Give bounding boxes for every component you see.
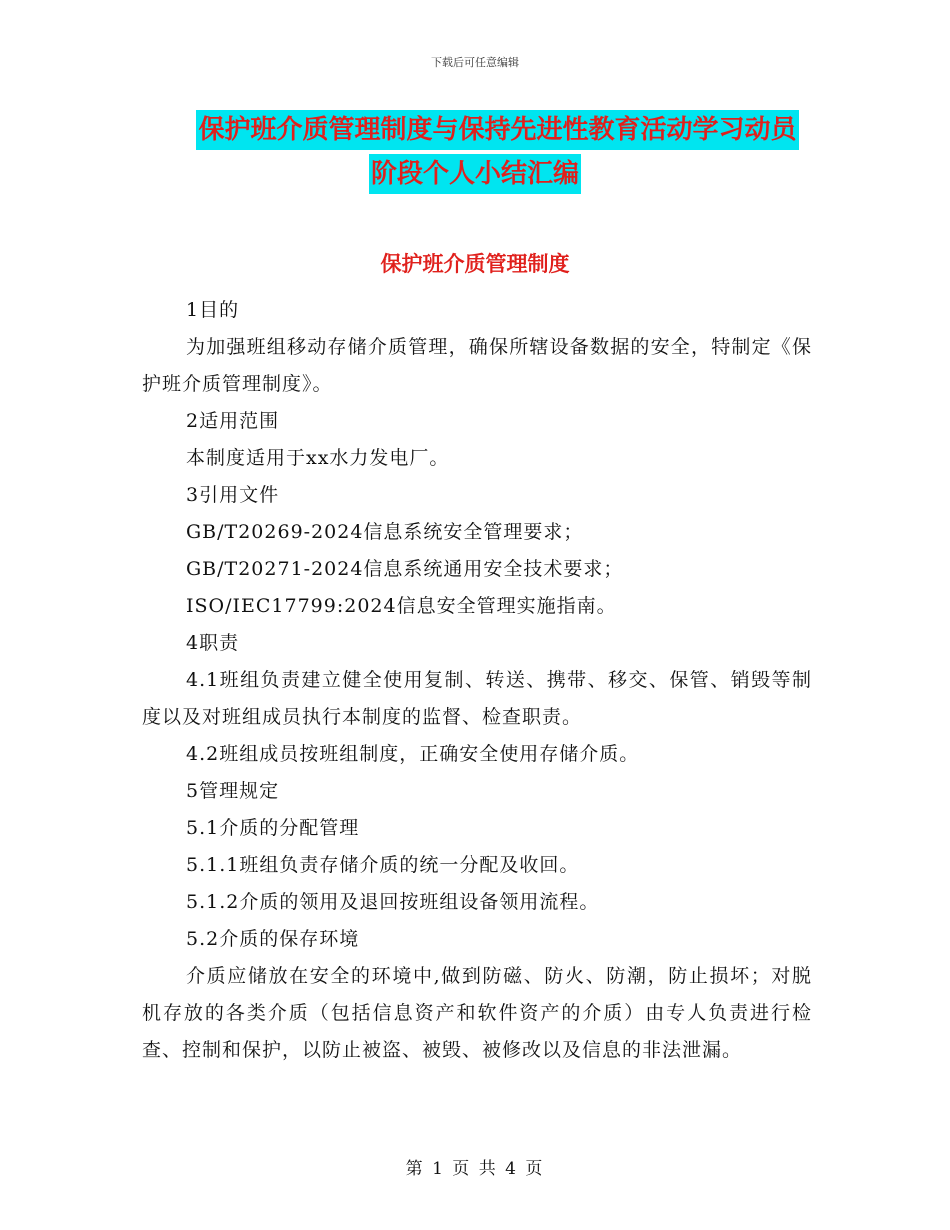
subheading-storage-environment: 5.2介质的保存环境 bbox=[186, 928, 360, 950]
paragraph-rule-5-1-1: 5.1.1班组负责存储介质的统一分配及收回。 bbox=[186, 854, 580, 876]
heading-management-rules: 5管理规定 bbox=[186, 780, 280, 802]
page-footer: 第 1 页 共 4 页 bbox=[405, 1159, 545, 1179]
paragraph-storage-environment: 介质应储放在安全的环境中,做到防磁、防火、防潮，防止损坏；对脱机存放的各类介质（包括信息资产和软件资产的介质）由专人负责进行检查、控制和保护，以防止被盗、被毁、被修改以及信息的非法泄漏。 bbox=[142, 965, 812, 1061]
paragraph-rule-5-1-2: 5.1.2介质的领用及退回按班组设备领用流程。 bbox=[186, 891, 600, 913]
document-body bbox=[142, 292, 812, 1069]
heading-references: 3引用文件 bbox=[186, 484, 280, 506]
paragraph-scope: 本制度适用于xx水力发电厂。 bbox=[186, 447, 450, 469]
document-title-line-2: 阶段个人小结汇编 bbox=[369, 154, 581, 194]
paragraph-responsibility-4-1: 4.1班组负责建立健全使用复制、转送、携带、移交、保管、销毁等制度以及对班组成员执行本制度的监督、检查职责。 bbox=[142, 669, 812, 728]
paragraph-purpose: 为加强班组移动存储介质管理，确保所辖设备数据的安全，特制定《保护班介质管理制度》。 bbox=[142, 336, 812, 395]
reference-item: GB/T20269-2024信息系统安全管理要求； bbox=[186, 521, 584, 543]
section-title: 保护班介质管理制度 bbox=[380, 252, 570, 276]
heading-responsibilities: 4职责 bbox=[186, 632, 240, 654]
reference-item: ISO/IEC17799:2024信息安全管理实施指南。 bbox=[186, 595, 617, 617]
document-title-line-1: 保护班介质管理制度与保持先进性教育活动学习动员 bbox=[196, 110, 798, 150]
document-title bbox=[0, 110, 950, 194]
heading-scope: 2适用范围 bbox=[186, 410, 280, 432]
subheading-allocation: 5.1介质的分配管理 bbox=[186, 817, 360, 839]
reference-item: GB/T20271-2024信息系统通用安全技术要求； bbox=[186, 558, 624, 580]
page-header-note: 下载后可任意编辑 bbox=[431, 56, 519, 69]
heading-purpose: 1目的 bbox=[186, 299, 240, 321]
paragraph-responsibility-4-2: 4.2班组成员按班组制度，正确安全使用存储介质。 bbox=[186, 743, 640, 765]
